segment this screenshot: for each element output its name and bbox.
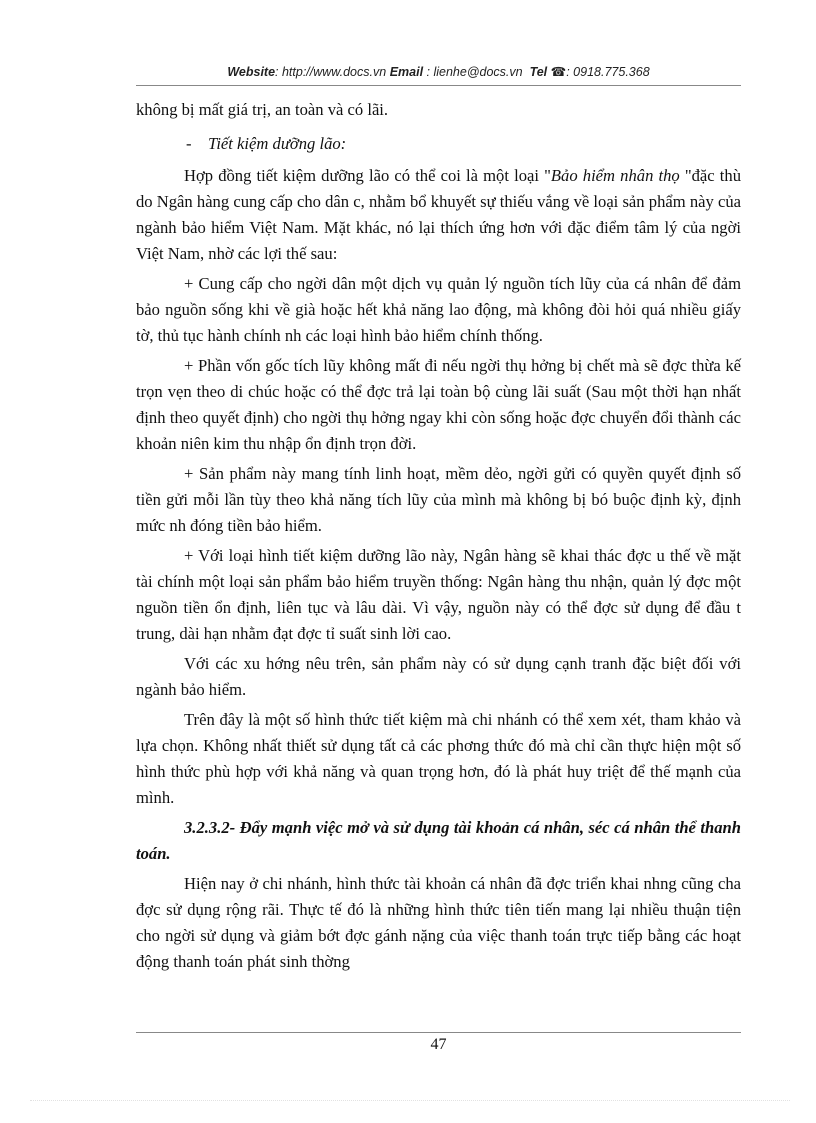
page-header [136, 64, 741, 79]
website-value: : http://www.docs.vn [275, 65, 387, 79]
bullet-dash: - [186, 134, 192, 153]
paragraph-2: + Cung cấp cho ngời dân một dịch vụ quản lý nguồn tích lũy của cá nhân để đảm bảo nguồn sống khi về già hoặc hết khả năng lao động, mà không đòi hỏi quá nhiều giấy tờ, thủ tục hành chính nh các loại hình bảo hiểm chính thống. [136, 274, 741, 345]
bullet-text: Tiết kiệm dưỡng lão: [208, 134, 347, 153]
website-label: Website [227, 65, 276, 79]
section-heading: 3.2.3.2- Đẩy mạnh việc mở và sử dụng tài khoản cá nhân, séc cá nhân thể thanh toán. [136, 818, 741, 863]
tel-value: : 0918.775.368 [566, 65, 650, 79]
tel-label: Tel [529, 65, 548, 79]
paragraph-1-a: Hợp đồng tiết kiệm dưỡng lão có thể coi là một loại " [184, 166, 551, 185]
paragraph-1 [136, 163, 741, 267]
bullet-item [136, 131, 741, 157]
paragraph-0: không bị mất giá trị, an toàn và có lãi. [136, 100, 389, 119]
paragraph-5: + Với loại hình tiết kiệm dưỡng lão này, Ngân hàng sẽ khai thác đợc u thế về mặt tài chính một loại sản phẩm bảo hiểm truyền thống: Ngân hàng thu nhận, quản lý đợc một nguồn tiền ổn định, liên tục và lâu dài. Vì vậy, nguồn này có thể đợc sử dụng để đầu t trung, dài hạn nhằm đạt đợc tỉ suất sinh lời cao. [136, 546, 741, 643]
paragraph-1-italic: Bảo hiểm nhân thọ [550, 166, 680, 185]
paragraph-6: Với các xu hớng nêu trên, sản phẩm này có sử dụng cạnh tranh đặc biệt đối với ngành bảo hiểm. [136, 654, 741, 699]
footer-divider [136, 1032, 741, 1033]
phone-icon: ☎ [550, 65, 567, 79]
page-bottom-border [30, 1100, 790, 1101]
paragraph-8: Hiện nay ở chi nhánh, hình thức tài khoản cá nhân đã đợc triển khai nhng cũng cha đợc sử dụng rộng rãi. Thực tế đó là những hình thức tiên tiến mang lại nhiều thuận tiện cho ngời sử dụng và giảm bớt đợc gánh nặng của việc thanh toán trực tiếp bằng các hoạt động thanh toán phát sinh thờng [136, 874, 741, 971]
paragraph-7: Trên đây là một số hình thức tiết kiệm mà chi nhánh có thể xem xét, tham khảo và lựa chọn. Không nhất thiết sử dụng tất cả các phơng thức đó mà chỉ cần thực hiện một số hình thức phù hợp với khả năng và quan trọng hơn, đó là phát huy triệt để thế mạnh của mình. [136, 710, 741, 807]
paragraph-1-c: "đặc thù do Ngân hàng cung cấp cho dân c, nhằm bổ khuyết sự thiếu vắng về loại sản phẩm này của ngành bảo hiểm Việt Nam. Mặt khác, nó lại thích ứng hơn với đặc điểm tâm lý của ngời Việt Nam, nhờ các lợi thế sau: [136, 166, 742, 263]
email-value: : lienhe@docs.vn [423, 65, 523, 79]
paragraph-3: + Phần vốn gốc tích lũy không mất đi nếu ngời thụ hởng bị chết mà sẽ đợc thừa kế trọn vẹn theo di chúc hoặc có thể đợc trả lại toàn bộ cùng lãi suất (Sau một thời hạn nhất định theo quyết định) cho ngời thụ hởng ngay khi còn sống hoặc đợc chuyển đổi thành các khoản niên kim thu nhập ổn định trọn đời. [136, 356, 741, 453]
page-number: 47 [430, 1036, 447, 1053]
paragraph-4: + Sản phẩm này mang tính linh hoạt, mềm dẻo, ngời gửi có quyền quyết định số tiền gửi mỗi lần tùy theo khả năng tích lũy của mình mà không bị bó buộc định kỳ, định mức nh đóng tiền bảo hiểm. [136, 464, 741, 535]
document-body [136, 97, 741, 979]
email-label: Email [389, 65, 424, 79]
header-divider [136, 85, 741, 86]
